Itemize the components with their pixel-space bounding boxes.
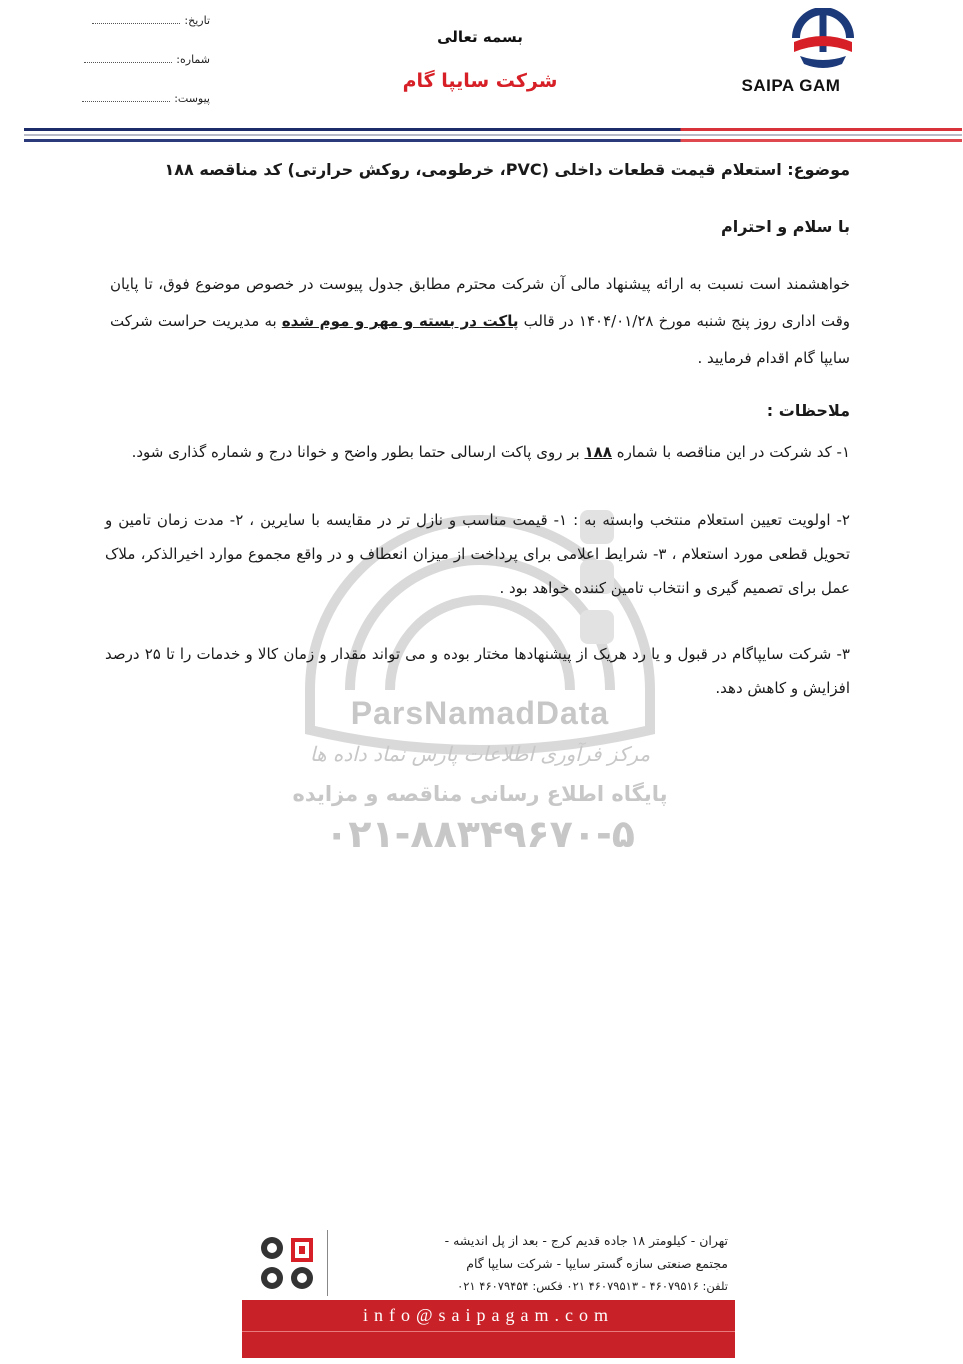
header-stripe-2 bbox=[24, 134, 962, 136]
company-name: شرکت سایپا گام bbox=[402, 70, 558, 92]
header-stripe-1 bbox=[24, 128, 962, 131]
footer-company-logo bbox=[255, 1232, 325, 1296]
saipa-gam-logo bbox=[786, 8, 860, 70]
footer-phones: تلفن: ۴۶۰۷۹۵۱۶ - ۴۶۰۷۹۵۱۳ ۰۲۱ فکس: ۴۶۰۷۹۴۵۴ ۰۲۱ bbox=[457, 1279, 728, 1293]
letter-subject: موضوع: استعلام قیمت قطعات داخلی (PVC، خرطومی، روکش حرارتی) کد مناقصه ۱۸۸ bbox=[164, 160, 850, 179]
footer-separator bbox=[327, 1230, 328, 1296]
note-1-text-1: کد شرکت در این مناقصه با شماره bbox=[611, 443, 832, 461]
date-label: تاریخ: bbox=[184, 14, 210, 27]
date-blank bbox=[92, 23, 180, 24]
attachment-label: پیوست: bbox=[174, 92, 210, 105]
watermark-phone: ۰۲۱-۸۸۳۴۹۶۷۰-۵ bbox=[325, 812, 635, 856]
footer-band-line bbox=[242, 1331, 735, 1332]
paragraph-text-1: خواهشمند است نسبت به ارائه پیشنهاد مالی آن شرکت محترم مطابق جدول پیوست در خصوص موضوع فوق، تا پایان وقت اداری روز پنج شنبه مورخ ۱۴۰۴/۰۱/۲۸ در قالب bbox=[110, 275, 850, 330]
watermark-line-2: پایگاه اطلاع رسانی مناقصه و مزایده bbox=[292, 782, 668, 806]
footer-address-2: مجتمع صنعتی سازه گستر سایپا - شرکت سایپا گام bbox=[466, 1256, 728, 1271]
footer-email[interactable]: info@saipagam.com bbox=[362, 1305, 615, 1325]
watermark-brand: ParsNamadData bbox=[350, 695, 610, 731]
salutation: با سلام و احترام bbox=[721, 217, 850, 236]
main-paragraph bbox=[110, 266, 850, 377]
paragraph-text-2: به مدیریت حراست شرکت سایپا گام اقدام فرمایید . bbox=[110, 312, 850, 367]
number-blank bbox=[84, 62, 172, 63]
watermark-line-1: مرکز فرآوری اطلاعات پارس نماد داده ها bbox=[309, 742, 651, 766]
note-1-text-2: بر روی پاکت ارسالی حتما بطور واضح و خوانا درج و شماره گذاری شود. bbox=[131, 443, 585, 461]
footer-address-1: تهران - کیلومتر ۱۸ جاده قدیم کرج - بعد از پل اندیشه - bbox=[444, 1233, 728, 1248]
attachment-blank bbox=[82, 101, 170, 102]
notes-title: ملاحظات : bbox=[766, 401, 850, 420]
attachment-field bbox=[60, 92, 210, 105]
note-1-number: ۱- bbox=[831, 443, 850, 461]
brand-name: SAIPA GAM bbox=[741, 76, 841, 95]
note-1-code: ۱۸۸ bbox=[584, 443, 612, 461]
note-2: ۲- اولویت تعیین استعلام منتخب وابسته به : ۱- قیمت مناسب و نازل تر در مقایسه با سایرین ، ۲- مدت زمان تامین و تحویل قطعی مورد استعلام ، ۳- شرایط اعلامی برای پرداخت از میزان انعطاف و در واقع مجموع موارد اخیرالذکر، ملاک عمل برای تصمیم گیری و انتخاب تامین کننده خواهد بود . bbox=[105, 511, 850, 597]
header-stripe-3 bbox=[24, 139, 962, 142]
number-field bbox=[60, 53, 210, 66]
paragraph-emphasis: پاکت در بسته و مهر و موم شده bbox=[281, 312, 519, 330]
invocation: بسمه تعالی bbox=[437, 28, 523, 46]
date-field bbox=[60, 14, 210, 27]
note-3: ۳- شرکت سایپاگام در قبول و یا رد هریک از پیشنهادها مختار بوده و می تواند مقدار و زمان کالا و خدمات را تا ۲۵ درصد افزایش و کاهش دهد. bbox=[105, 645, 850, 697]
number-label: شماره: bbox=[176, 53, 210, 66]
note-1 bbox=[105, 435, 850, 469]
